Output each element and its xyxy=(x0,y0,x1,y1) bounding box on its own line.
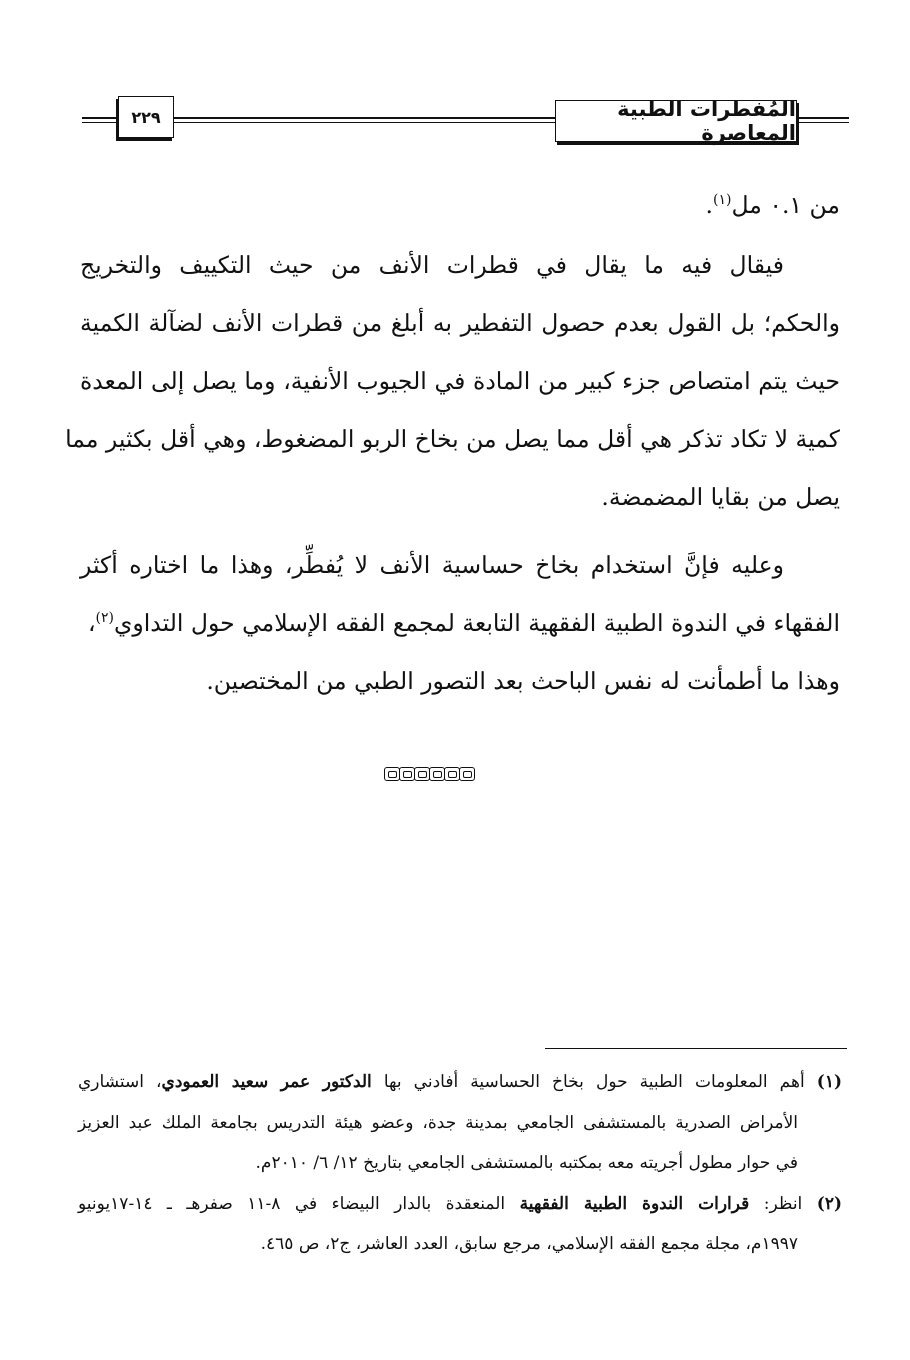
paragraph-continuation xyxy=(80,176,840,234)
footnote-1-line: الأمراض الصدرية بالمستشفى الجامعي بمدينة جدة، وعضو هيئة التدريس بجامعة الملك عبد العزيز xyxy=(78,1112,798,1133)
text-line: وعليه فإنَّ استخدام بخاخ حساسية الأنف لا يُفطِّر، وهذا ما اختاره أكثر xyxy=(80,551,784,579)
header-rule-middle-top xyxy=(172,117,555,119)
text-line: يصل من بقايا المضمضة. xyxy=(601,483,840,511)
footnote-separator xyxy=(545,1048,847,1049)
text-line: كمية لا تكاد تذكر هي أقل مما يصل من بخاخ الربو المضغوط، وهي أقل بكثير مما xyxy=(65,425,840,453)
footnote-1-line: (١) أهم المعلومات الطبية حول بخاخ الحساسية أفادني بها الدكتور عمر سعيد العمودي، استشاري xyxy=(78,1072,842,1092)
footnote-2-line: ١٩٩٧م، مجلة مجمع الفقه الإسلامي، مرجع سابق، العدد العاشر، ج٢، ص ٤٦٥. xyxy=(260,1234,798,1254)
paragraph-1 xyxy=(65,236,840,526)
text-line: والحكم؛ بل القول بعدم حصول التفطير به أبلغ من قطرات الأنف لضآلة الكمية xyxy=(80,309,840,337)
footnote-number: (١) xyxy=(816,1072,842,1092)
ornamental-chain-divider-icon xyxy=(384,767,474,783)
text-line: فيقال فيه ما يقال في قطرات الأنف من حيث التكييف والتخريج xyxy=(80,251,784,279)
header-rule-right-top xyxy=(797,117,849,119)
footnote-ref-1[interactable]: (١) xyxy=(713,192,732,209)
text-line: حيث يتم امتصاص جزء كبير من المادة في الجيوب الأنفية، وما يصل إلى المعدة xyxy=(80,367,840,395)
header-rule-right-bottom xyxy=(797,122,849,123)
page-number: ٢٢٩ xyxy=(118,96,174,138)
text-line: الفقهاء في الندوة الطبية الفقهية التابعة لمجمع الفقه الإسلامي حول التداوي$^{(٢)}$، xyxy=(87,609,840,637)
text-line: من ٠.١ مل$^{(١)}$. xyxy=(705,191,840,219)
header-rule-middle-bottom xyxy=(172,122,555,123)
footnotes xyxy=(78,1062,842,1265)
header-rule-left-top xyxy=(82,117,120,119)
running-title: المُفطرات الطبية المعاصرة xyxy=(555,100,797,142)
footnote-2-line: (٢) انظر: قرارات الندوة الطبية الفقهية المنعقدة بالدار البيضاء في ٨-١١ صفرهـ ـ ١٤-١٧يونيو xyxy=(78,1193,842,1214)
paragraph-2 xyxy=(80,536,840,710)
footnote-ref-2[interactable]: (٢) xyxy=(95,610,115,627)
footnote-number: (٢) xyxy=(816,1193,842,1214)
header-rule-left-bottom xyxy=(82,122,120,123)
footnote-1-line: في حوار مطول أجريته معه بمكتبه بالمستشفى الجامعي بتاريخ ١٢/ ٦/ ٢٠١٠م. xyxy=(255,1153,798,1173)
text-line: وهذا ما أطمأنت له نفس الباحث بعد التصور الطبي من المختصين. xyxy=(206,667,840,695)
